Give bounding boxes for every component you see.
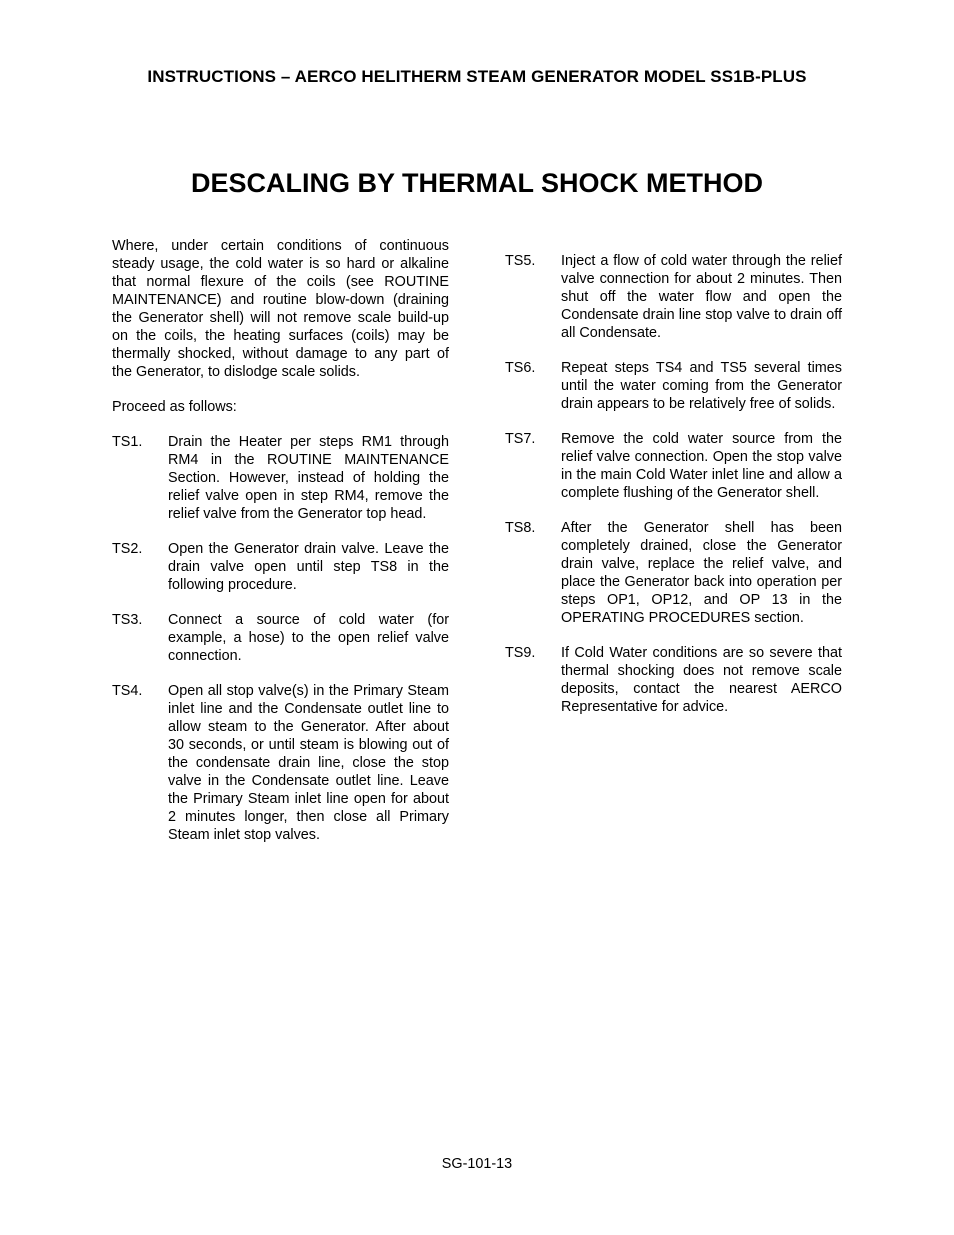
right-column [505, 252, 842, 733]
step-text: Inject a flow of cold water through the relief valve connection for about 2 minutes. Then shut off the water flow and open the Condensate drain line stop valve to drain off all Condensate. [561, 253, 842, 341]
step-number: TS7. [505, 431, 536, 447]
step-text: Open the Generator drain valve. Leave the drain valve open until step TS8 in the following procedure. [168, 541, 449, 593]
step-text: Open all stop valve(s) in the Primary Steam inlet line and the Condensate outlet line to allow steam to the Generator. After about 30 seconds, or until steam is blowing out of the condensate drain line, close the stop valve in the Condensate outlet line. Leave the Primary Steam inlet line open for about 2 minutes longer, then close all Primary Steam inlet stop valves. [168, 683, 449, 843]
step-number: TS4. [112, 683, 143, 699]
step-ts9 [505, 644, 842, 716]
step-ts2 [112, 540, 449, 594]
step-number: TS2. [112, 541, 143, 557]
step-text: Repeat steps TS4 and TS5 several times until the water coming from the Generator drain appears to be relatively free of solids. [561, 360, 842, 412]
step-text: Remove the cold water source from the relief valve connection. Open the stop valve in the main Cold Water inlet line and allow a complete flushing of the Generator shell. [561, 431, 842, 501]
step-text: Connect a source of cold water (for example, a hose) to the open relief valve connection. [168, 612, 449, 664]
step-text: After the Generator shell has been completely drained, close the Generator drain valve, replace the relief valve, and place the Generator back into operation per steps OP1, OP12, and OP 13 in the OPERATING PROCEDURES section. [561, 520, 842, 626]
proceed-text: Proceed as follows: [112, 399, 237, 415]
step-ts7 [505, 430, 842, 502]
step-ts4 [112, 682, 449, 844]
page-footer: SG-101-13 [441, 1156, 513, 1172]
step-number: TS3. [112, 612, 143, 628]
page-title: DESCALING BY THERMAL SHOCK METHOD [190, 168, 764, 198]
step-number: TS8. [505, 520, 536, 536]
step-text: If Cold Water conditions are so severe that thermal shocking does not remove scale deposits, contact the nearest AERCO Representative for advice. [561, 645, 842, 715]
step-number: TS5. [505, 253, 536, 269]
step-number: TS9. [505, 645, 536, 661]
step-text: Drain the Heater per steps RM1 through RM4 in the ROUTINE MAINTENANCE Section. However, instead of holding the relief valve open in step RM4, remove the relief valve from the Generator top head. [168, 434, 449, 522]
document-header: INSTRUCTIONS – AERCO HELITHERM STEAM GENERATOR MODEL SS1B-PLUS [147, 67, 807, 86]
step-ts3 [112, 611, 449, 665]
step-number: TS6. [505, 360, 536, 376]
step-ts1 [112, 433, 449, 523]
step-number: TS1. [112, 434, 143, 450]
intro-paragraph: Where, under certain conditions of continuous steady usage, the cold water is so hard or alkaline that normal flexure of the coils (see ROUTINE MAINTENANCE) and routine blow-down (draining the Generator shell) will not remove scale build-up on the coils, the heating surfaces (coils) may be thermally shocked, without damage to any part of the Generator, to dislodge scale solids. [112, 238, 449, 380]
step-ts6 [505, 359, 842, 413]
step-ts5 [505, 252, 842, 342]
step-ts8 [505, 519, 842, 627]
left-column [112, 237, 449, 861]
